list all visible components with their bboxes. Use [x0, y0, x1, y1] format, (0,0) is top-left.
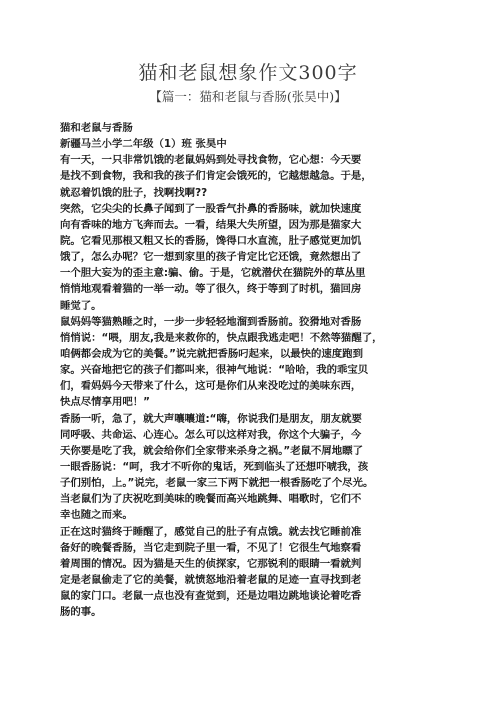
body-line: 猫和老鼠与香肠	[60, 122, 133, 134]
body-line: 睡觉了。	[60, 299, 102, 312]
body-line: 着周围的情况。因为猫是天生的侦探家，它那锐利的眼睛一看就判	[60, 557, 362, 570]
body-line: 咱俩都会成为它的美餐。”说完就把香肠叼起来，以最快的速度跑到	[60, 347, 363, 360]
body-line: 备好的晚餐香肠，当它走到院子里一看，不见了！它很生气地察看	[60, 541, 362, 554]
body-line: 鼠妈妈等猫熟睡之时，一步一步轻轻地溜到香肠前。狡猾地对香肠	[60, 315, 362, 328]
document-subtitle: 【篇一：猫和老鼠与香肠(张昊中)】	[149, 89, 347, 104]
body-line: 家。兴奋地把它的孩子们都叫来，很神气地说：“哈哈，我的乖宝贝	[60, 364, 369, 377]
body-line: 有一天，一只非常饥饿的老鼠妈妈到处寻找食物，它心想：今天要	[60, 154, 362, 167]
body-line: 饿了，怎么办呢？它一想到家里的孩子肯定比它还饿，竟然想出了	[60, 251, 362, 264]
body-line: 是找不到食物，我和我的孩子们肯定会饿死的，它越想越急。于是，	[60, 170, 372, 183]
body-line: 就忍着饥饿的肚子，找啊找啊??	[60, 186, 208, 199]
body-line: 院。它看见那根又粗又长的香肠，馋得口水直流，肚子感觉更加饥	[60, 234, 362, 247]
body-line: 快点尽情享用吧！”	[60, 396, 150, 409]
body-line: 天你要是吃了我，就会给你们全家带来杀身之祸。”老鼠不屑地瞟了	[60, 444, 363, 457]
body-line: 悄悄地观看着猫的一举一动。等了很久，终于等到了时机，猫回房	[60, 283, 362, 296]
body-line: 们，看妈妈今天带来了什么，这可是你们从来没吃过的美味东西，	[60, 380, 362, 393]
body-line: 鼠的家门口。老鼠一点也没有查觉到，还是边唱边跳地谈论着吃香	[60, 590, 362, 603]
document-title: 猫和老鼠想象作文300字	[138, 62, 358, 84]
document-body	[60, 120, 440, 620]
body-line: 突然，它尖尖的长鼻子闻到了一股香气扑鼻的香肠味，就加快速度	[60, 202, 362, 215]
body-line: 定是老鼠偷走了它的美餐，就愤怒地沿着老鼠的足迹一直寻找到老	[60, 573, 362, 586]
body-line: 同呼吸、共命运、心连心。怎么可以这样对我，你这个大骗子，今	[60, 428, 362, 441]
body-line: 香肠一听，急了，就大声嚷嚷道:“嗨，你说我们是朋友，朋友就要	[60, 412, 362, 425]
body-line: 悄悄说：“喂，朋友,我是来救你的，快点跟我逃走吧！不然等猫醒了，	[60, 331, 383, 344]
body-line: 向有香味的地方飞奔而去。一看，结果大失所望，因为那是猫家大	[60, 218, 362, 231]
body-line: 新疆马兰小学二年级（1）班 张昊中	[60, 138, 227, 151]
body-line: 子们别怕，上。”说完，老鼠一家三下两下就把一根香肠吃了个尽光。	[60, 477, 374, 490]
body-line: 幸也随之而来。	[60, 509, 133, 522]
body-line: 一个胆大妄为的歪主意:骗、偷。于是，它就潜伏在猫院外的草丛里	[60, 267, 366, 280]
body-line: 当老鼠们为了庆祝吃到美味的晚餐而高兴地跳舞、唱歌时，它们不	[60, 493, 362, 506]
body-line: 一眼香肠说：“呵，我才不听你的鬼话，死到临头了还想吓唬我，孩	[60, 460, 369, 473]
body-line: 正在这时猫终于睡醒了，感觉自己的肚子有点饿。就去找它睡前准	[60, 525, 362, 538]
body-line: 肠的事。	[60, 606, 102, 619]
